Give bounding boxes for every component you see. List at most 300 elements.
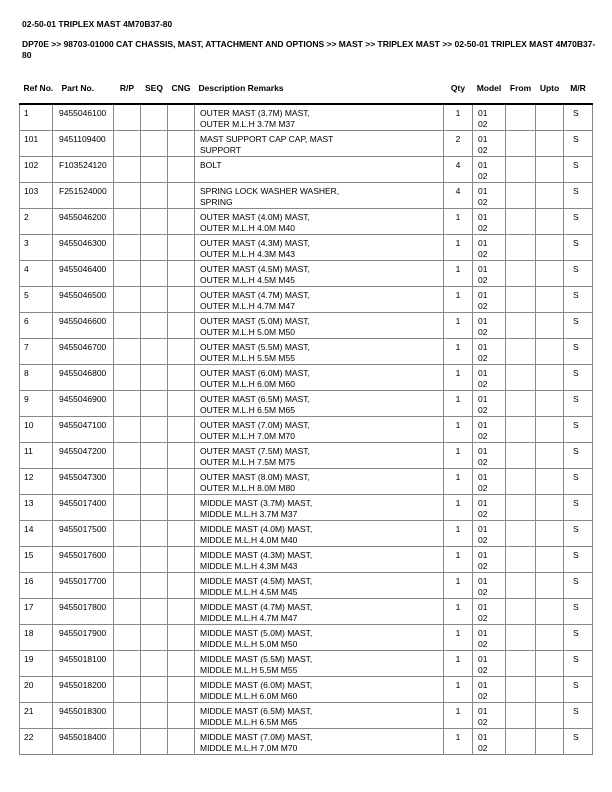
cell-ref-no: 8	[20, 365, 53, 391]
cell-seq	[141, 365, 168, 391]
cell-upto	[536, 495, 564, 521]
description-line-1: MIDDLE MAST (4.5M) MAST,	[200, 576, 313, 586]
cell-model	[473, 417, 506, 443]
description-line-2: OUTER M.L.H 4.0M M40	[200, 223, 295, 233]
description-line-2: OUTER M.L.H 5.0M M50	[200, 327, 295, 337]
cell-mr: S	[564, 287, 593, 313]
description-line-1: MIDDLE MAST (4.3M) MAST,	[200, 550, 313, 560]
cell-model	[473, 365, 506, 391]
column-header-cng: CNG	[168, 60, 195, 104]
model-line-1: 01	[478, 290, 488, 300]
description-line-2: MIDDLE M.L.H 6.5M M65	[200, 717, 298, 727]
cell-upto	[536, 573, 564, 599]
cell-cng	[168, 339, 195, 365]
cell-mr: S	[564, 729, 593, 755]
table-row	[20, 469, 593, 495]
cell-upto	[536, 703, 564, 729]
model-line-2: 02	[478, 431, 488, 441]
cell-ref-no: 15	[20, 547, 53, 573]
model-line-1: 01	[478, 706, 488, 716]
cell-mr: S	[564, 599, 593, 625]
cell-from	[506, 495, 536, 521]
table-row	[20, 104, 593, 131]
cell-upto	[536, 209, 564, 235]
description-line-2	[200, 171, 443, 182]
cell-cng	[168, 365, 195, 391]
cell-qty: 1	[444, 599, 473, 625]
model-line-2: 02	[478, 691, 488, 701]
cell-qty: 1	[444, 651, 473, 677]
cell-rp	[114, 235, 141, 261]
cell-seq	[141, 339, 168, 365]
model-line-2: 02	[478, 639, 488, 649]
cell-description	[195, 417, 444, 443]
column-header-rp: R/P	[114, 60, 141, 104]
cell-from	[506, 469, 536, 495]
cell-from	[506, 235, 536, 261]
model-line-1: 01	[478, 108, 488, 118]
cell-mr: S	[564, 521, 593, 547]
cell-upto	[536, 651, 564, 677]
table-row	[20, 391, 593, 417]
cell-description	[195, 287, 444, 313]
cell-cng	[168, 443, 195, 469]
cell-mr: S	[564, 651, 593, 677]
cell-qty: 1	[444, 703, 473, 729]
description-line-1: BOLT	[200, 160, 222, 170]
cell-qty: 1	[444, 287, 473, 313]
cell-seq	[141, 391, 168, 417]
cell-part-no: 9455047300	[53, 469, 114, 495]
cell-from	[506, 339, 536, 365]
cell-mr: S	[564, 391, 593, 417]
model-line-1: 01	[478, 602, 488, 612]
description-line-1: OUTER MAST (5.5M) MAST,	[200, 342, 310, 352]
description-line-2: MIDDLE M.L.H 5.0M M50	[200, 639, 298, 649]
description-line-1: OUTER MAST (4.0M) MAST,	[200, 212, 310, 222]
cell-model	[473, 495, 506, 521]
parts-table-body	[20, 104, 593, 755]
cell-description	[195, 261, 444, 287]
cell-rp	[114, 573, 141, 599]
description-line-2: OUTER M.L.H 5.5M M55	[200, 353, 295, 363]
cell-description	[195, 651, 444, 677]
cell-cng	[168, 573, 195, 599]
breadcrumb: DP70E >> 98703-01000 CAT CHASSIS, MAST, ATTACHMENT AND OPTIONS >> MAST >> TRIPLEX MAST >> 02-50-01 TRIPLEX MAST 4M70B37-80	[22, 39, 596, 60]
description-line-1: MIDDLE MAST (4.7M) MAST,	[200, 602, 313, 612]
model-line-2: 02	[478, 301, 488, 311]
table-row	[20, 599, 593, 625]
cell-mr: S	[564, 339, 593, 365]
cell-description	[195, 365, 444, 391]
model-line-2: 02	[478, 561, 488, 571]
cell-rp	[114, 417, 141, 443]
cell-upto	[536, 104, 564, 131]
description-line-1: MIDDLE MAST (7.0M) MAST,	[200, 732, 313, 742]
cell-from	[506, 391, 536, 417]
cell-cng	[168, 495, 195, 521]
table-row	[20, 313, 593, 339]
cell-part-no: 9455046600	[53, 313, 114, 339]
cell-mr: S	[564, 183, 593, 209]
model-line-2: 02	[478, 483, 488, 493]
cell-ref-no: 17	[20, 599, 53, 625]
column-header-qty: Qty	[444, 60, 473, 104]
model-line-1: 01	[478, 342, 488, 352]
cell-ref-no: 103	[20, 183, 53, 209]
model-line-2: 02	[478, 197, 488, 207]
model-line-2: 02	[478, 249, 488, 259]
model-line-1: 01	[478, 420, 488, 430]
column-header-mr: M/R	[564, 60, 593, 104]
cell-from	[506, 157, 536, 183]
cell-from	[506, 729, 536, 755]
description-line-1: OUTER MAST (6.0M) MAST,	[200, 368, 310, 378]
cell-seq	[141, 443, 168, 469]
cell-cng	[168, 313, 195, 339]
model-line-1: 01	[478, 524, 488, 534]
cell-mr: S	[564, 104, 593, 131]
cell-cng	[168, 261, 195, 287]
cell-cng	[168, 157, 195, 183]
cell-description	[195, 131, 444, 157]
cell-ref-no: 1	[20, 104, 53, 131]
cell-upto	[536, 729, 564, 755]
cell-rp	[114, 729, 141, 755]
cell-seq	[141, 287, 168, 313]
cell-cng	[168, 469, 195, 495]
cell-part-no: 9455046800	[53, 365, 114, 391]
cell-mr: S	[564, 209, 593, 235]
model-line-1: 01	[478, 628, 488, 638]
cell-part-no: 9455018100	[53, 651, 114, 677]
cell-model	[473, 157, 506, 183]
cell-qty: 1	[444, 104, 473, 131]
cell-from	[506, 287, 536, 313]
cell-mr: S	[564, 443, 593, 469]
cell-model	[473, 209, 506, 235]
description-line-2: OUTER M.L.H 4.3M M43	[200, 249, 295, 259]
cell-part-no: 9455017700	[53, 573, 114, 599]
cell-cng	[168, 287, 195, 313]
description-line-1: OUTER MAST (5.0M) MAST,	[200, 316, 310, 326]
model-line-1: 01	[478, 134, 488, 144]
cell-rp	[114, 521, 141, 547]
description-line-1: OUTER MAST (8.0M) MAST,	[200, 472, 310, 482]
cell-ref-no: 19	[20, 651, 53, 677]
description-line-1: SPRING LOCK WASHER WASHER,	[200, 186, 340, 196]
cell-cng	[168, 131, 195, 157]
description-line-1: MIDDLE MAST (6.0M) MAST,	[200, 680, 313, 690]
model-line-2: 02	[478, 353, 488, 363]
cell-seq	[141, 157, 168, 183]
cell-description	[195, 573, 444, 599]
cell-upto	[536, 443, 564, 469]
cell-ref-no: 18	[20, 625, 53, 651]
cell-rp	[114, 157, 141, 183]
cell-seq	[141, 183, 168, 209]
table-row	[20, 521, 593, 547]
model-line-1: 01	[478, 264, 488, 274]
cell-description	[195, 157, 444, 183]
description-line-2: OUTER M.L.H 8.0M M80	[200, 483, 295, 493]
cell-mr: S	[564, 547, 593, 573]
cell-seq	[141, 209, 168, 235]
cell-ref-no: 3	[20, 235, 53, 261]
cell-description	[195, 443, 444, 469]
cell-seq	[141, 573, 168, 599]
cell-cng	[168, 209, 195, 235]
cell-mr: S	[564, 573, 593, 599]
model-line-1: 01	[478, 238, 488, 248]
model-line-2: 02	[478, 171, 488, 181]
cell-from	[506, 573, 536, 599]
cell-ref-no: 20	[20, 677, 53, 703]
cell-description	[195, 703, 444, 729]
cell-part-no: F251524000	[53, 183, 114, 209]
cell-part-no: 9455018300	[53, 703, 114, 729]
cell-ref-no: 102	[20, 157, 53, 183]
cell-qty: 1	[444, 573, 473, 599]
cell-qty: 1	[444, 261, 473, 287]
parts-table	[19, 60, 593, 755]
cell-cng	[168, 417, 195, 443]
cell-mr: S	[564, 677, 593, 703]
cell-model	[473, 573, 506, 599]
cell-description	[195, 183, 444, 209]
cell-description	[195, 495, 444, 521]
model-line-2: 02	[478, 379, 488, 389]
cell-model	[473, 625, 506, 651]
cell-model	[473, 703, 506, 729]
model-line-2: 02	[478, 717, 488, 727]
cell-model	[473, 104, 506, 131]
cell-from	[506, 443, 536, 469]
cell-seq	[141, 235, 168, 261]
cell-from	[506, 104, 536, 131]
cell-part-no: 9455017900	[53, 625, 114, 651]
model-line-1: 01	[478, 472, 488, 482]
description-line-2: MIDDLE M.L.H 4.3M M43	[200, 561, 298, 571]
cell-part-no: 9455046400	[53, 261, 114, 287]
cell-rp	[114, 365, 141, 391]
cell-ref-no: 2	[20, 209, 53, 235]
cell-part-no: 9455017500	[53, 521, 114, 547]
cell-mr: S	[564, 417, 593, 443]
table-row	[20, 573, 593, 599]
cell-rp	[114, 261, 141, 287]
cell-upto	[536, 547, 564, 573]
cell-description	[195, 521, 444, 547]
cell-qty: 1	[444, 625, 473, 651]
cell-upto	[536, 183, 564, 209]
model-line-2: 02	[478, 535, 488, 545]
cell-rp	[114, 677, 141, 703]
model-line-1: 01	[478, 368, 488, 378]
cell-qty: 1	[444, 547, 473, 573]
cell-upto	[536, 677, 564, 703]
cell-part-no: 9455046700	[53, 339, 114, 365]
cell-model	[473, 443, 506, 469]
table-row	[20, 729, 593, 755]
cell-part-no: 9455047100	[53, 417, 114, 443]
cell-rp	[114, 703, 141, 729]
cell-description	[195, 729, 444, 755]
model-line-2: 02	[478, 119, 488, 129]
cell-cng	[168, 677, 195, 703]
cell-from	[506, 547, 536, 573]
cell-seq	[141, 729, 168, 755]
cell-seq	[141, 703, 168, 729]
description-line-2: SPRING	[200, 197, 233, 207]
cell-upto	[536, 287, 564, 313]
cell-cng	[168, 183, 195, 209]
cell-description	[195, 677, 444, 703]
description-line-1: MIDDLE MAST (5.5M) MAST,	[200, 654, 313, 664]
cell-part-no: 9455017600	[53, 547, 114, 573]
description-line-1: OUTER MAST (4.5M) MAST,	[200, 264, 310, 274]
cell-qty: 1	[444, 365, 473, 391]
cell-qty: 2	[444, 131, 473, 157]
model-line-2: 02	[478, 743, 488, 753]
cell-description	[195, 339, 444, 365]
cell-model	[473, 339, 506, 365]
table-row	[20, 183, 593, 209]
cell-upto	[536, 417, 564, 443]
cell-mr: S	[564, 469, 593, 495]
model-line-1: 01	[478, 186, 488, 196]
cell-upto	[536, 261, 564, 287]
cell-seq	[141, 677, 168, 703]
cell-mr: S	[564, 625, 593, 651]
cell-model	[473, 235, 506, 261]
table-row	[20, 677, 593, 703]
model-line-1: 01	[478, 654, 488, 664]
description-line-2: OUTER M.L.H 7.5M M75	[200, 457, 295, 467]
cell-rp	[114, 131, 141, 157]
cell-ref-no: 10	[20, 417, 53, 443]
description-line-2: OUTER M.L.H 7.0M M70	[200, 431, 295, 441]
cell-from	[506, 209, 536, 235]
cell-description	[195, 235, 444, 261]
cell-qty: 4	[444, 157, 473, 183]
cell-part-no: 9455017400	[53, 495, 114, 521]
cell-mr: S	[564, 313, 593, 339]
cell-seq	[141, 521, 168, 547]
column-header-model: Model	[473, 60, 506, 104]
description-line-2: OUTER M.L.H 4.5M M45	[200, 275, 295, 285]
cell-upto	[536, 131, 564, 157]
cell-part-no: 9455047200	[53, 443, 114, 469]
table-row	[20, 131, 593, 157]
cell-mr: S	[564, 157, 593, 183]
cell-seq	[141, 417, 168, 443]
cell-mr: S	[564, 235, 593, 261]
cell-upto	[536, 339, 564, 365]
cell-ref-no: 22	[20, 729, 53, 755]
cell-ref-no: 13	[20, 495, 53, 521]
cell-from	[506, 521, 536, 547]
description-line-2: OUTER M.L.H 4.7M M47	[200, 301, 295, 311]
table-row	[20, 443, 593, 469]
table-row	[20, 235, 593, 261]
column-header-ref-no: Ref No.	[20, 60, 53, 104]
cell-qty: 1	[444, 209, 473, 235]
cell-model	[473, 183, 506, 209]
cell-qty: 1	[444, 729, 473, 755]
cell-model	[473, 599, 506, 625]
cell-qty: 1	[444, 417, 473, 443]
cell-model	[473, 469, 506, 495]
cell-from	[506, 261, 536, 287]
cell-seq	[141, 469, 168, 495]
table-row	[20, 651, 593, 677]
cell-model	[473, 287, 506, 313]
cell-upto	[536, 157, 564, 183]
model-line-1: 01	[478, 212, 488, 222]
cell-upto	[536, 625, 564, 651]
description-line-1: OUTER MAST (6.5M) MAST,	[200, 394, 310, 404]
cell-part-no: 9455017800	[53, 599, 114, 625]
column-header-part-no: Part No.	[53, 60, 114, 104]
cell-mr: S	[564, 131, 593, 157]
cell-part-no: 9455046500	[53, 287, 114, 313]
cell-qty: 1	[444, 443, 473, 469]
cell-model	[473, 651, 506, 677]
header-row	[20, 60, 593, 104]
column-header-description: Description Remarks	[195, 60, 444, 104]
model-line-1: 01	[478, 498, 488, 508]
cell-mr: S	[564, 495, 593, 521]
column-header-upto: Upto	[536, 60, 564, 104]
table-row	[20, 157, 593, 183]
cell-upto	[536, 521, 564, 547]
cell-ref-no: 9	[20, 391, 53, 417]
model-line-2: 02	[478, 405, 488, 415]
model-line-2: 02	[478, 145, 488, 155]
cell-description	[195, 391, 444, 417]
description-line-2: MIDDLE M.L.H 4.0M M40	[200, 535, 298, 545]
model-line-1: 01	[478, 576, 488, 586]
model-line-1: 01	[478, 550, 488, 560]
description-line-2: OUTER M.L.H 3.7M M37	[200, 119, 295, 129]
description-line-1: MIDDLE MAST (5.0M) MAST,	[200, 628, 313, 638]
cell-description	[195, 547, 444, 573]
cell-description	[195, 313, 444, 339]
model-line-2: 02	[478, 275, 488, 285]
cell-cng	[168, 104, 195, 131]
cell-seq	[141, 313, 168, 339]
description-line-1: MAST SUPPORT CAP CAP, MAST	[200, 134, 334, 144]
cell-cng	[168, 547, 195, 573]
cell-ref-no: 5	[20, 287, 53, 313]
cell-from	[506, 417, 536, 443]
description-line-2: SUPPORT	[200, 145, 241, 155]
cell-upto	[536, 313, 564, 339]
cell-description	[195, 625, 444, 651]
description-line-1: OUTER MAST (4.7M) MAST,	[200, 290, 310, 300]
cell-rp	[114, 287, 141, 313]
description-line-1: OUTER MAST (7.0M) MAST,	[200, 420, 310, 430]
model-line-1: 01	[478, 160, 488, 170]
cell-mr: S	[564, 703, 593, 729]
cell-seq	[141, 547, 168, 573]
cell-part-no: 9455046100	[53, 104, 114, 131]
cell-rp	[114, 651, 141, 677]
cell-rp	[114, 469, 141, 495]
cell-seq	[141, 131, 168, 157]
cell-cng	[168, 521, 195, 547]
